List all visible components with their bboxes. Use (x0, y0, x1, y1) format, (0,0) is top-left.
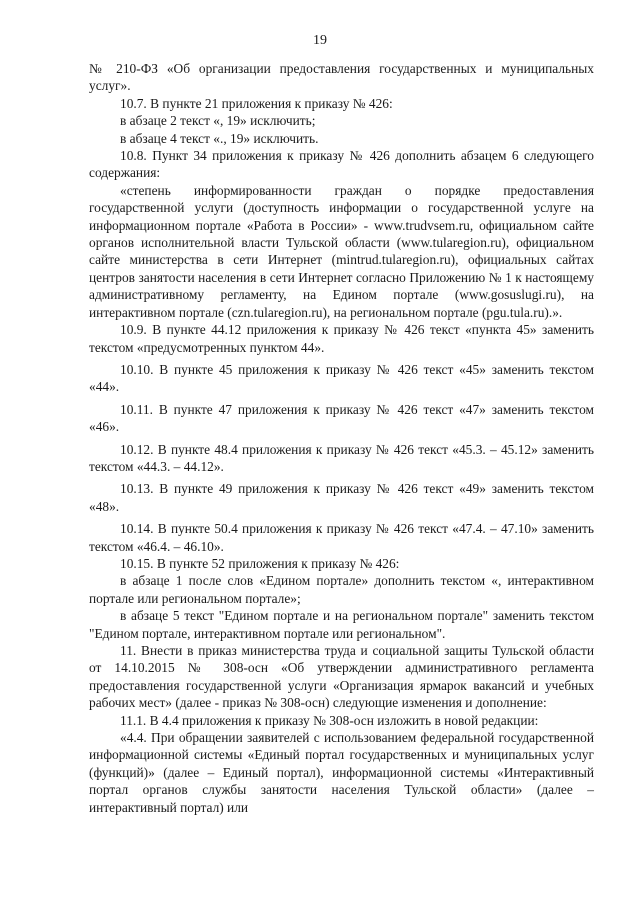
paragraph-10-8-quote: «степень информированности граждан о порядке предоставления государственной услуги (доступность информации о государственной услуге на информационном портале «Работа в России» - www.trudvsem.ru, официальном сайте органов исполнительной власти Тульской области (www.tularegion.ru), официальном сайте министерства в сети Интернет (mintrud.tularegion.ru), официальных сайтах центров занятости населения в сети Интернет согласно Приложению № 1 к настоящему административному регламенту, на Едином портале (www.gosuslugi.ru), на интерактивном портале (czn.tularegion.ru), на региональном портале (pgu.tula.ru).». (89, 182, 594, 320)
paragraph-11: 11. Внести в приказ министерства труда и социальной защиты Тульской области от 14.10.2015 № 308-осн «Об утверждении административного регламента предоставления государственной услуги «Организация ярмарок вакансий и учебных рабочих мест» (далее - приказ № 308-осн) следующие изменения и дополнение: (89, 643, 594, 711)
paragraph-10-7-b: в абзаце 4 текст «., 19» исключить. (120, 130, 319, 146)
paragraph-10-15-a: в абзаце 1 после слов «Едином портале» дополнить текстом «, интерактивном портале или региональном портале»; (89, 573, 594, 606)
paragraph-10-7-a: в абзаце 2 текст «, 19» исключить; (120, 113, 316, 129)
paragraph-10-7: 10.7. В пункте 21 приложения к приказу № 426: (120, 95, 393, 111)
paragraph-10-12: 10.12. В пункте 48.4 приложения к приказу № 426 текст «45.3. – 45.12» заменить текстом «44.3. – 44.12». (89, 441, 594, 474)
paragraph-continuation: № 210-ФЗ «Об организации предоставления государственных и муниципальных услуг». (89, 61, 594, 94)
paragraph-10-10: 10.10. В пункте 45 приложения к приказу № 426 текст «45» заменить текстом «44». (89, 361, 594, 395)
document-body (89, 60, 594, 816)
paragraph-11-1: 11.1. В 4.4 приложения к приказу № 308-осн изложить в новой редакции: (120, 712, 539, 728)
paragraph-10-11: 10.11. В пункте 47 приложения к приказу № 426 текст «47» заменить текстом «46». (89, 401, 594, 435)
page-number: 19 (313, 33, 327, 48)
paragraph-10-14: 10.14. В пункте 50.4 приложения к приказу № 426 текст «47.4. – 47.10» заменить текстом «46.4. – 46.10». (89, 521, 594, 554)
paragraph-10-8: 10.8. Пункт 34 приложения к приказу № 426 дополнить абзацем 6 следующего содержания: (89, 148, 594, 181)
paragraph-4-4-quote: «4.4. При обращении заявителей с использованием федеральной государственной информационной системы «Единый портал государственных и муниципальных услуг (функций)» (далее – Единый портал), информационной системы «Интерактивный портал органов службы занятости населения Тульской области» (далее – интерактивный портал) или (89, 730, 594, 815)
paragraph-10-13: 10.13. В пункте 49 приложения к приказу № 426 текст «49» заменить текстом «48». (89, 481, 594, 514)
paragraph-10-9: 10.9. В пункте 44.12 приложения к приказу № 426 текст «пункта 45» заменить текстом «предусмотренных пунктом 44». (89, 322, 594, 355)
paragraph-10-15-b: в абзаце 5 текст "Едином портале и на региональном портале" заменить текстом "Едином портале, интерактивном портале или региональном". (89, 608, 594, 641)
paragraph-10-15: 10.15. В пункте 52 приложения к приказу № 426: (120, 555, 400, 571)
